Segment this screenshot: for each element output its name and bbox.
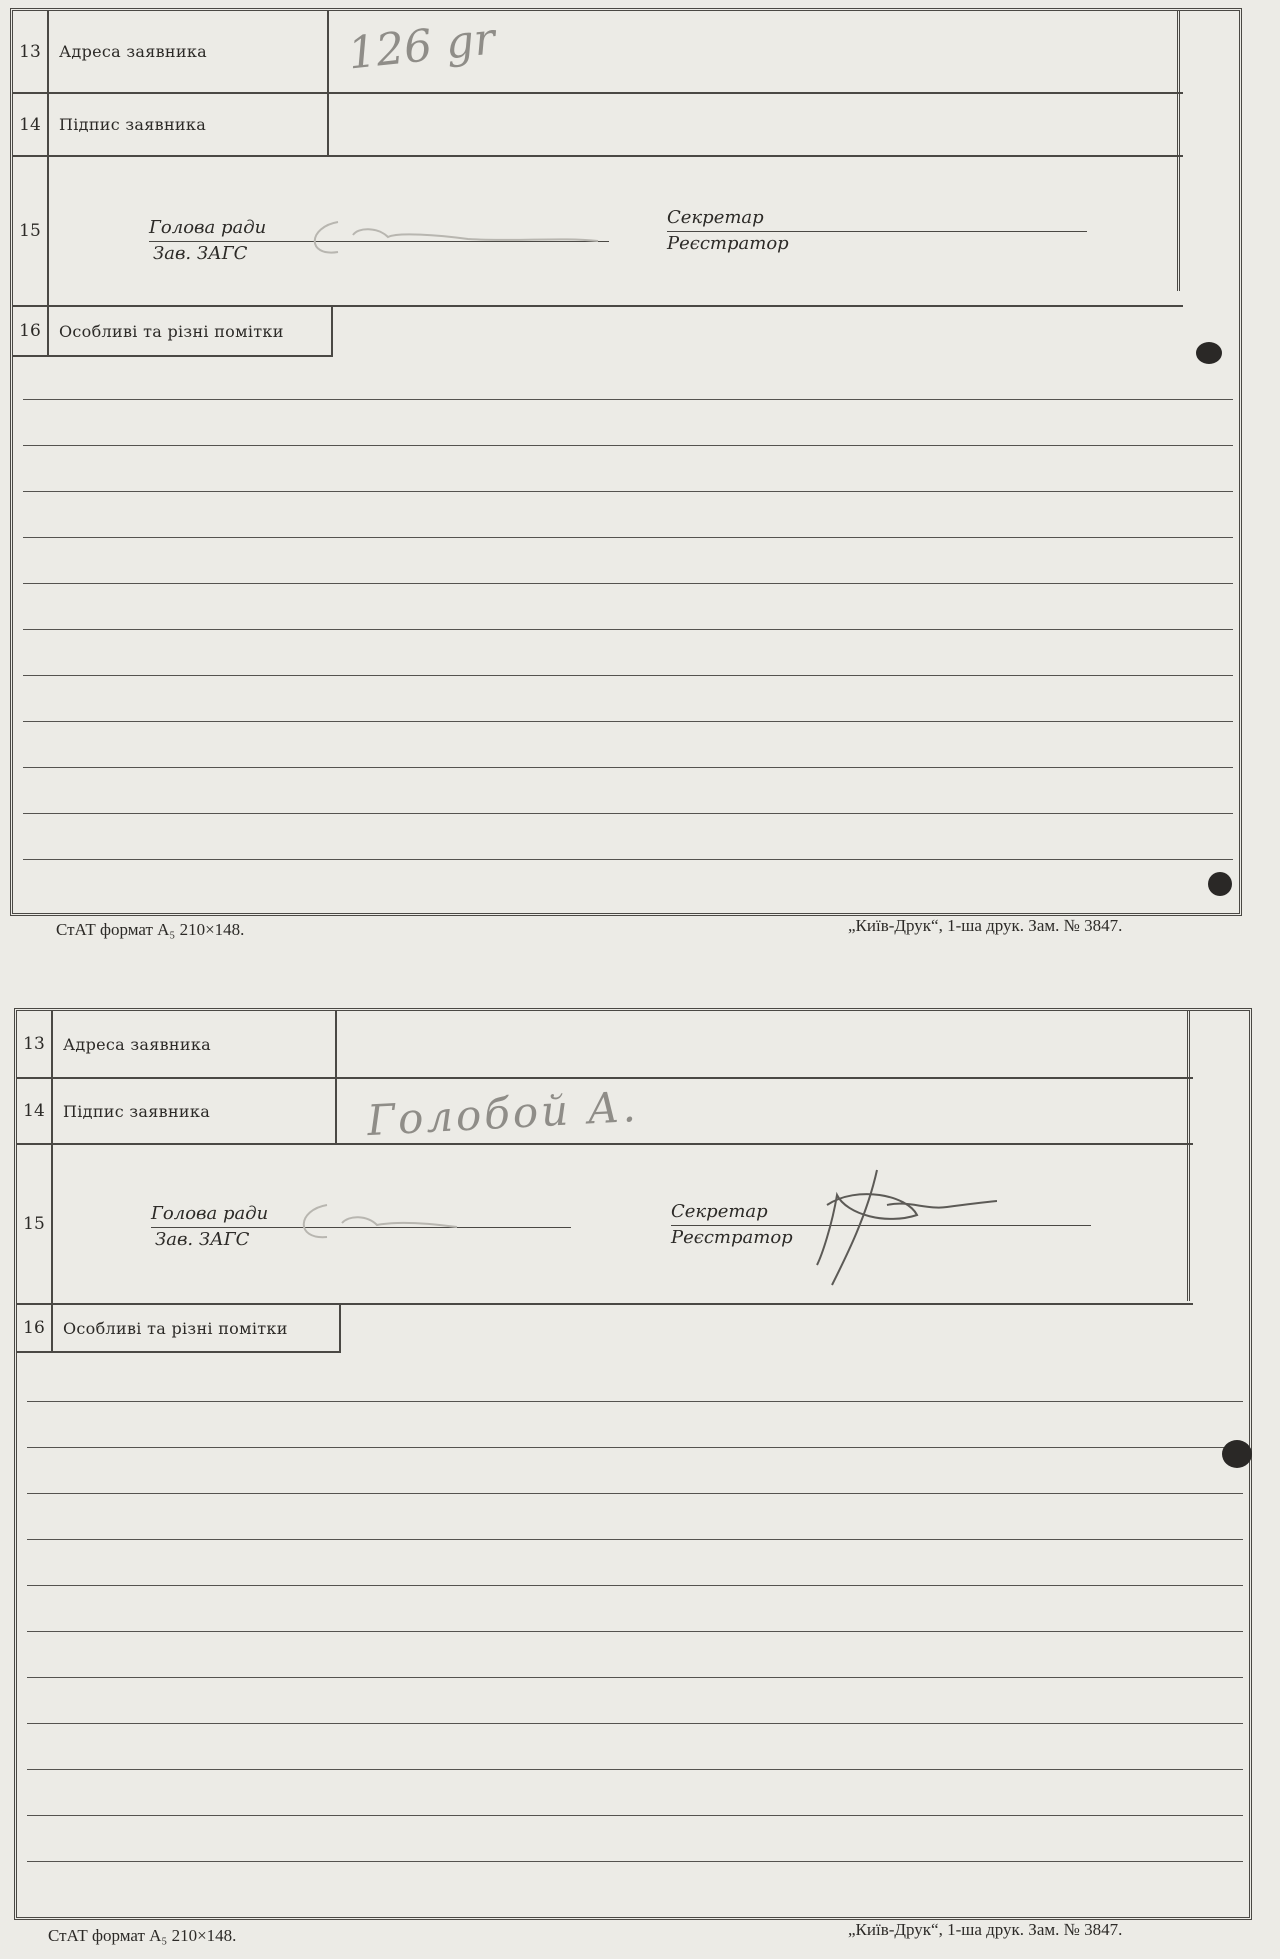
row-officials-signatures: [17, 1145, 1193, 1305]
ruled-line: [27, 1631, 1243, 1632]
civil-registry-head-label: Зав. ЗАГС: [153, 243, 248, 264]
binding-hole: [1208, 872, 1232, 896]
registry-form-top: [10, 8, 1242, 916]
footer-printer: „Київ-Друк“, 1-ша друк. Зам. № 3847.: [848, 1920, 1123, 1939]
row-number: 14: [13, 94, 49, 155]
secretary-label: Секретар: [667, 207, 764, 228]
footer-format: СтАТ формат А₅ 210×148.: [56, 920, 245, 939]
ruled-line: [23, 675, 1233, 676]
ruled-line: [27, 1677, 1243, 1678]
faint-signature: [287, 1195, 487, 1255]
secretary-signature: [797, 1155, 997, 1295]
head-of-council-label: Голова ради: [149, 217, 267, 238]
row-label: Адреса заявника: [51, 1011, 337, 1077]
ruled-line: [27, 1769, 1243, 1770]
row-special-notes: [17, 1305, 341, 1353]
civil-registry-head-label: Зав. ЗАГС: [155, 1229, 250, 1250]
ruled-line: [23, 813, 1233, 814]
handwritten-applicant-signature: Голобой А.: [365, 1081, 640, 1146]
row-number: 13: [13, 11, 49, 92]
ruled-line: [23, 537, 1233, 538]
row-label: Підпис заявника: [47, 94, 329, 155]
ruled-line: [23, 767, 1233, 768]
signature-line-right: [667, 231, 1087, 232]
row-number: 13: [17, 1011, 53, 1077]
row-number: 14: [17, 1079, 53, 1143]
row-label: Особливі та різні помітки: [47, 307, 333, 355]
row-officials-signatures: [13, 157, 1183, 307]
row-number: 16: [17, 1305, 53, 1351]
ruled-line: [27, 1539, 1243, 1540]
registry-form-bottom: [14, 1008, 1252, 1920]
side-column: [1187, 1011, 1249, 1301]
binding-hole: [1196, 342, 1222, 364]
row-number: 15: [13, 157, 49, 305]
footer-printer: „Київ-Друк“, 1-ша друк. Зам. № 3847.: [848, 916, 1123, 935]
row-label: Адреса заявника: [47, 11, 329, 92]
ruled-line: [27, 1723, 1243, 1724]
head-of-council-label: Голова ради: [151, 1203, 269, 1224]
row-applicant-signature: [13, 94, 1183, 157]
ruled-line: [23, 721, 1233, 722]
side-column: [1177, 11, 1239, 291]
ruled-line: [27, 1585, 1243, 1586]
handwritten-address: 126 gr: [345, 13, 498, 80]
ruled-line: [23, 859, 1233, 860]
row-applicant-address: [13, 11, 1183, 94]
row-applicant-address: [17, 1011, 1193, 1079]
row-number: 16: [13, 307, 49, 355]
footer-format: СтАТ формат А₅ 210×148.: [48, 1926, 237, 1945]
row-applicant-signature: [17, 1079, 1193, 1145]
faint-signature: [298, 197, 628, 267]
row-number: 15: [17, 1145, 53, 1303]
registrar-label: Реєстратор: [667, 233, 789, 254]
row-label: Підпис заявника: [51, 1079, 337, 1143]
binding-hole: [1222, 1440, 1252, 1468]
row-special-notes: [13, 307, 333, 357]
ruled-line: [23, 491, 1233, 492]
ruled-line: [23, 445, 1233, 446]
ruled-line: [23, 583, 1233, 584]
secretary-label: Секретар: [671, 1201, 768, 1222]
ruled-line: [27, 1401, 1243, 1402]
ruled-line: [27, 1815, 1243, 1816]
registrar-label: Реєстратор: [671, 1227, 793, 1248]
ruled-line: [23, 629, 1233, 630]
ruled-line: [23, 399, 1233, 400]
ruled-line: [27, 1861, 1243, 1862]
ruled-line: [27, 1447, 1243, 1448]
row-label: Особливі та різні помітки: [51, 1305, 341, 1351]
ruled-line: [27, 1493, 1243, 1494]
